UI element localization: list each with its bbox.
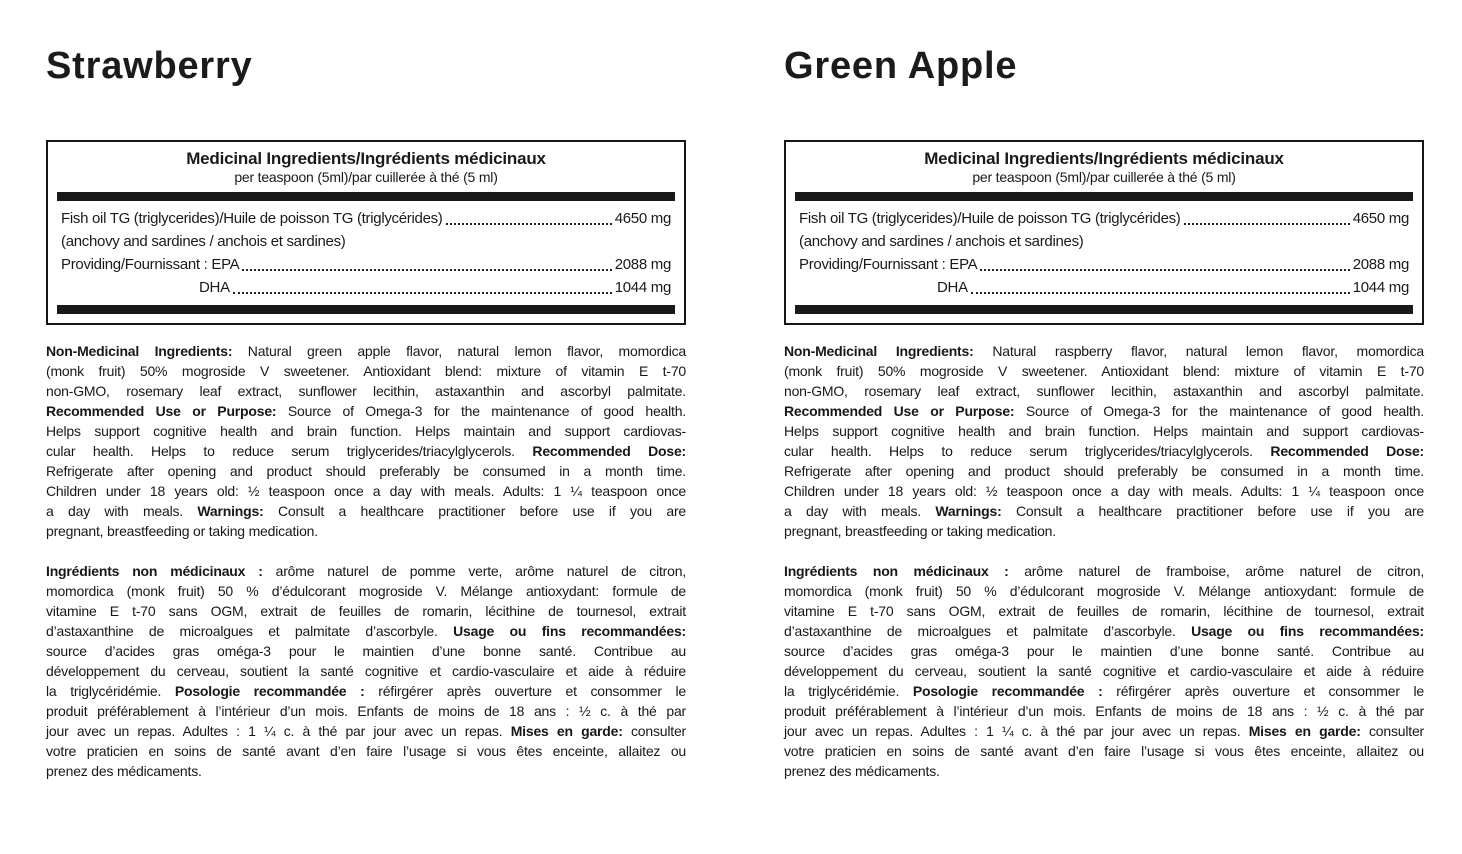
row-label: DHA [199, 279, 230, 296]
panel-strawberry [46, 44, 686, 781]
text-line [784, 421, 1424, 441]
text-line [46, 641, 686, 661]
text-segment: Children under 18 years old: ½ teaspoon once a day with meals. Adults: 1 ¼ teaspoon once [784, 483, 1424, 499]
text-line [46, 621, 686, 641]
text-segment: momordica (monk fruit) 50 % d’édulcorant mogroside V. Mélange antioxydant: formule de [46, 583, 686, 599]
text-segment: produit préférablement à l’intérieur d’un mois. Enfants de moins de 18 ans : ½ c. à thé par [784, 703, 1424, 719]
text-segment: Helps support cognitive health and brain function. Helps maintain and support cardiovas- [46, 423, 686, 439]
medicinal-ingredients-table [784, 140, 1424, 325]
bold-text-segment: Posologie recommandée : [912, 683, 1103, 699]
text-line [784, 761, 1424, 781]
text-segment: Refrigerate after opening and product should preferably be consumed in a month time. [784, 463, 1424, 479]
text-line [784, 621, 1424, 641]
non-medicinal-ingredients-fr [784, 561, 1424, 781]
row-value: 4650 mg [1352, 210, 1409, 227]
table-rows [786, 201, 1422, 299]
text-segment: pregnant, breastfeeding or taking medication. [46, 523, 318, 539]
text-line [784, 501, 1424, 521]
dotted-leader [446, 223, 612, 225]
medicinal-ingredients-table [46, 140, 686, 325]
bold-text-segment: Mises en garde: [1248, 723, 1361, 739]
bold-text-segment: Recommended Use or Purpose: [46, 403, 277, 419]
row-value: 4650 mg [614, 210, 671, 227]
text-segment: source d’acides gras oméga-3 pour le maintien d’une bonne santé. Contribue au [784, 643, 1424, 659]
text-segment: réfirgérer après ouverture et consommer le [364, 683, 686, 699]
row-value: 2088 mg [1352, 256, 1409, 273]
text-line [784, 341, 1424, 361]
non-medicinal-ingredients-fr [46, 561, 686, 781]
bold-text-segment: Ingrédients non médicinaux : [46, 563, 263, 579]
table-row-source-species [61, 230, 671, 253]
text-line [46, 461, 686, 481]
table-row-dha [61, 276, 671, 299]
text-line [46, 661, 686, 681]
text-line [46, 381, 686, 401]
text-line [46, 761, 686, 781]
text-line [46, 441, 686, 461]
table-title: Medicinal Ingredients/Ingrédients médicinaux [186, 149, 546, 168]
text-line [784, 701, 1424, 721]
row-label: (anchovy and sardines / anchois et sardines) [61, 233, 346, 250]
text-line [46, 421, 686, 441]
row-label: Fish oil TG (triglycerides)/Huile de poisson TG (triglycérides) [799, 210, 1181, 227]
dotted-leader [980, 269, 1349, 271]
text-line [784, 681, 1424, 701]
text-segment: (monk fruit) 50% mogroside V sweetener. Antioxidant blend: mixture of vitamin E t-70 [784, 363, 1424, 379]
text-line [784, 721, 1424, 741]
text-line [46, 561, 686, 581]
bold-text-segment: Recommended Dose: [1270, 443, 1425, 459]
divider-bar-top [57, 192, 675, 201]
row-value: 2088 mg [614, 256, 671, 273]
text-segment: a day with meals. [46, 503, 198, 519]
text-line [784, 461, 1424, 481]
text-segment: jour avec un repas. Adultes : 1 ¼ c. à thé par jour avec un repas. [784, 723, 1249, 739]
bold-text-segment: Ingrédients non médicinaux : [784, 563, 1009, 579]
text-line [46, 341, 686, 361]
bold-text-segment: Usage ou fins recommandées: [453, 623, 686, 639]
text-line [46, 601, 686, 621]
text-segment: développement du cerveau, soutient la santé cognitive et cardio-vasculaire et aide à réduire [784, 663, 1424, 679]
table-subtitle: per teaspoon (5ml)/par cuillerée à thé (5 ml) [972, 169, 1236, 185]
divider-bar-bottom [795, 305, 1413, 314]
dotted-leader [242, 269, 611, 271]
dotted-leader [233, 292, 612, 294]
text-line [784, 561, 1424, 581]
panel-green-apple [784, 44, 1424, 781]
flavor-title: Green Apple [784, 45, 1018, 87]
text-segment: arôme naturel de pomme verte, arôme naturel de citron, [262, 563, 687, 579]
text-line [46, 501, 686, 521]
table-subtitle: per teaspoon (5ml)/par cuillerée à thé (5 ml) [234, 169, 498, 185]
row-label: DHA [937, 279, 968, 296]
text-segment: d’astaxanthine de microalgues et palmitate d’ascorbyle. [784, 623, 1192, 639]
bold-text-segment: Warnings: [935, 503, 1002, 519]
dotted-leader [971, 292, 1350, 294]
text-line [784, 581, 1424, 601]
text-line [46, 701, 686, 721]
text-segment: la triglycéridémie. [784, 683, 913, 699]
text-segment: momordica (monk fruit) 50 % d’édulcorant mogroside V. Mélange antioxydant: formule de [784, 583, 1424, 599]
text-line [784, 601, 1424, 621]
text-segment: non-GMO, rosemary leaf extract, sunflower lecithin, astaxanthin and ascorbyl palmitate. [784, 383, 1424, 399]
text-segment: vitamine E t-70 sans OGM, extrait de feuilles de romarin, lécithine de tournesol, extrait [784, 603, 1424, 619]
text-segment: cular health. Helps to reduce serum triglycerides/triacylglycerols. [46, 443, 533, 459]
text-line [46, 581, 686, 601]
row-value: 1044 mg [614, 279, 671, 296]
text-segment: source d’acides gras oméga-3 pour le maintien d’une bonne santé. Contribue au [46, 643, 686, 659]
table-row-dha [799, 276, 1409, 299]
text-line [784, 361, 1424, 381]
text-line [784, 481, 1424, 501]
non-medicinal-ingredients-en [46, 341, 686, 541]
bold-text-segment: Posologie recommandée : [174, 683, 365, 699]
text-segment: Source of Omega-3 for the maintenance of good health. [276, 403, 686, 419]
text-segment: votre praticien en soins de santé avant d’en faire l’usage si vous êtes enceinte, allaitez ou [784, 743, 1424, 759]
text-segment: Consult a healthcare practitioner before use if you are [263, 503, 686, 519]
text-line [46, 361, 686, 381]
table-row-fish-oil [799, 207, 1409, 230]
text-segment: Consult a healthcare practitioner before use if you are [1001, 503, 1424, 519]
divider-bar-bottom [57, 305, 675, 314]
text-segment: d’astaxanthine de microalgues et palmitate d’ascorbyle. [46, 623, 454, 639]
text-segment: non-GMO, rosemary leaf extract, sunflower lecithin, astaxanthin and ascorbyl palmitate. [46, 383, 686, 399]
text-segment: prenez des médicaments. [46, 763, 202, 779]
text-segment: Children under 18 years old: ½ teaspoon once a day with meals. Adults: 1 ¼ teaspoon once [46, 483, 686, 499]
text-segment: pregnant, breastfeeding or taking medication. [784, 523, 1056, 539]
text-line [46, 681, 686, 701]
text-segment: consulter [1360, 723, 1424, 739]
bold-text-segment: Warnings: [197, 503, 264, 519]
text-line [784, 401, 1424, 421]
bold-text-segment: Non-Medicinal Ingredients: [46, 343, 233, 359]
table-title: Medicinal Ingredients/Ingrédients médicinaux [924, 149, 1284, 168]
text-segment: a day with meals. [784, 503, 936, 519]
text-segment: Source of Omega-3 for the maintenance of good health. [1014, 403, 1424, 419]
text-line [784, 381, 1424, 401]
table-rows [48, 201, 684, 299]
text-segment: Helps support cognitive health and brain function. Helps maintain and support cardiovas- [784, 423, 1424, 439]
row-value: 1044 mg [1352, 279, 1409, 296]
text-segment: développement du cerveau, soutient la santé cognitive et cardio-vasculaire et aide à réduire [46, 663, 686, 679]
row-label: Providing/Fournissant : EPA [61, 256, 240, 273]
text-line [784, 521, 1424, 541]
row-label: (anchovy and sardines / anchois et sardines) [799, 233, 1084, 250]
text-line [46, 721, 686, 741]
text-segment: vitamine E t-70 sans OGM, extrait de feuilles de romarin, lécithine de tournesol, extrait [46, 603, 686, 619]
table-row-epa [61, 253, 671, 276]
bold-text-segment: Non-Medicinal Ingredients: [784, 343, 974, 359]
text-line [46, 741, 686, 761]
text-segment: réfirgérer après ouverture et consommer le [1102, 683, 1424, 699]
row-label: Providing/Fournissant : EPA [799, 256, 978, 273]
text-line [46, 401, 686, 421]
text-line [46, 481, 686, 501]
table-row-source-species [799, 230, 1409, 253]
text-segment: consulter [622, 723, 686, 739]
text-segment: la triglycéridémie. [46, 683, 175, 699]
text-segment: jour avec un repas. Adultes : 1 ¼ c. à thé par jour avec un repas. [46, 723, 511, 739]
text-segment: (monk fruit) 50% mogroside V sweetener. Antioxidant blend: mixture of vitamin E t-70 [46, 363, 686, 379]
bold-text-segment: Mises en garde: [510, 723, 623, 739]
text-segment: Natural green apple flavor, natural lemon flavor, momordica [232, 343, 686, 359]
text-line [784, 441, 1424, 461]
divider-bar-top [795, 192, 1413, 201]
text-segment: Refrigerate after opening and product should preferably be consumed in a month time. [46, 463, 686, 479]
text-segment: arôme naturel de framboise, arôme naturel de citron, [1008, 563, 1425, 579]
text-segment: cular health. Helps to reduce serum triglycerides/triacylglycerols. [784, 443, 1271, 459]
text-segment: Natural raspberry flavor, natural lemon flavor, momordica [973, 343, 1424, 359]
flavor-title: Strawberry [46, 45, 253, 87]
non-medicinal-ingredients-en [784, 341, 1424, 541]
text-line [784, 641, 1424, 661]
bold-text-segment: Usage ou fins recommandées: [1191, 623, 1424, 639]
table-row-fish-oil [61, 207, 671, 230]
text-segment: produit préférablement à l’intérieur d’un mois. Enfants de moins de 18 ans : ½ c. à thé par [46, 703, 686, 719]
text-line [784, 741, 1424, 761]
text-line [46, 521, 686, 541]
text-line [784, 661, 1424, 681]
text-segment: votre praticien en soins de santé avant d’en faire l’usage si vous êtes enceinte, allaitez ou [46, 743, 686, 759]
bold-text-segment: Recommended Use or Purpose: [784, 403, 1015, 419]
bold-text-segment: Recommended Dose: [532, 443, 687, 459]
text-segment: prenez des médicaments. [784, 763, 940, 779]
table-row-epa [799, 253, 1409, 276]
dotted-leader [1184, 223, 1350, 225]
row-label: Fish oil TG (triglycerides)/Huile de poisson TG (triglycérides) [61, 210, 443, 227]
